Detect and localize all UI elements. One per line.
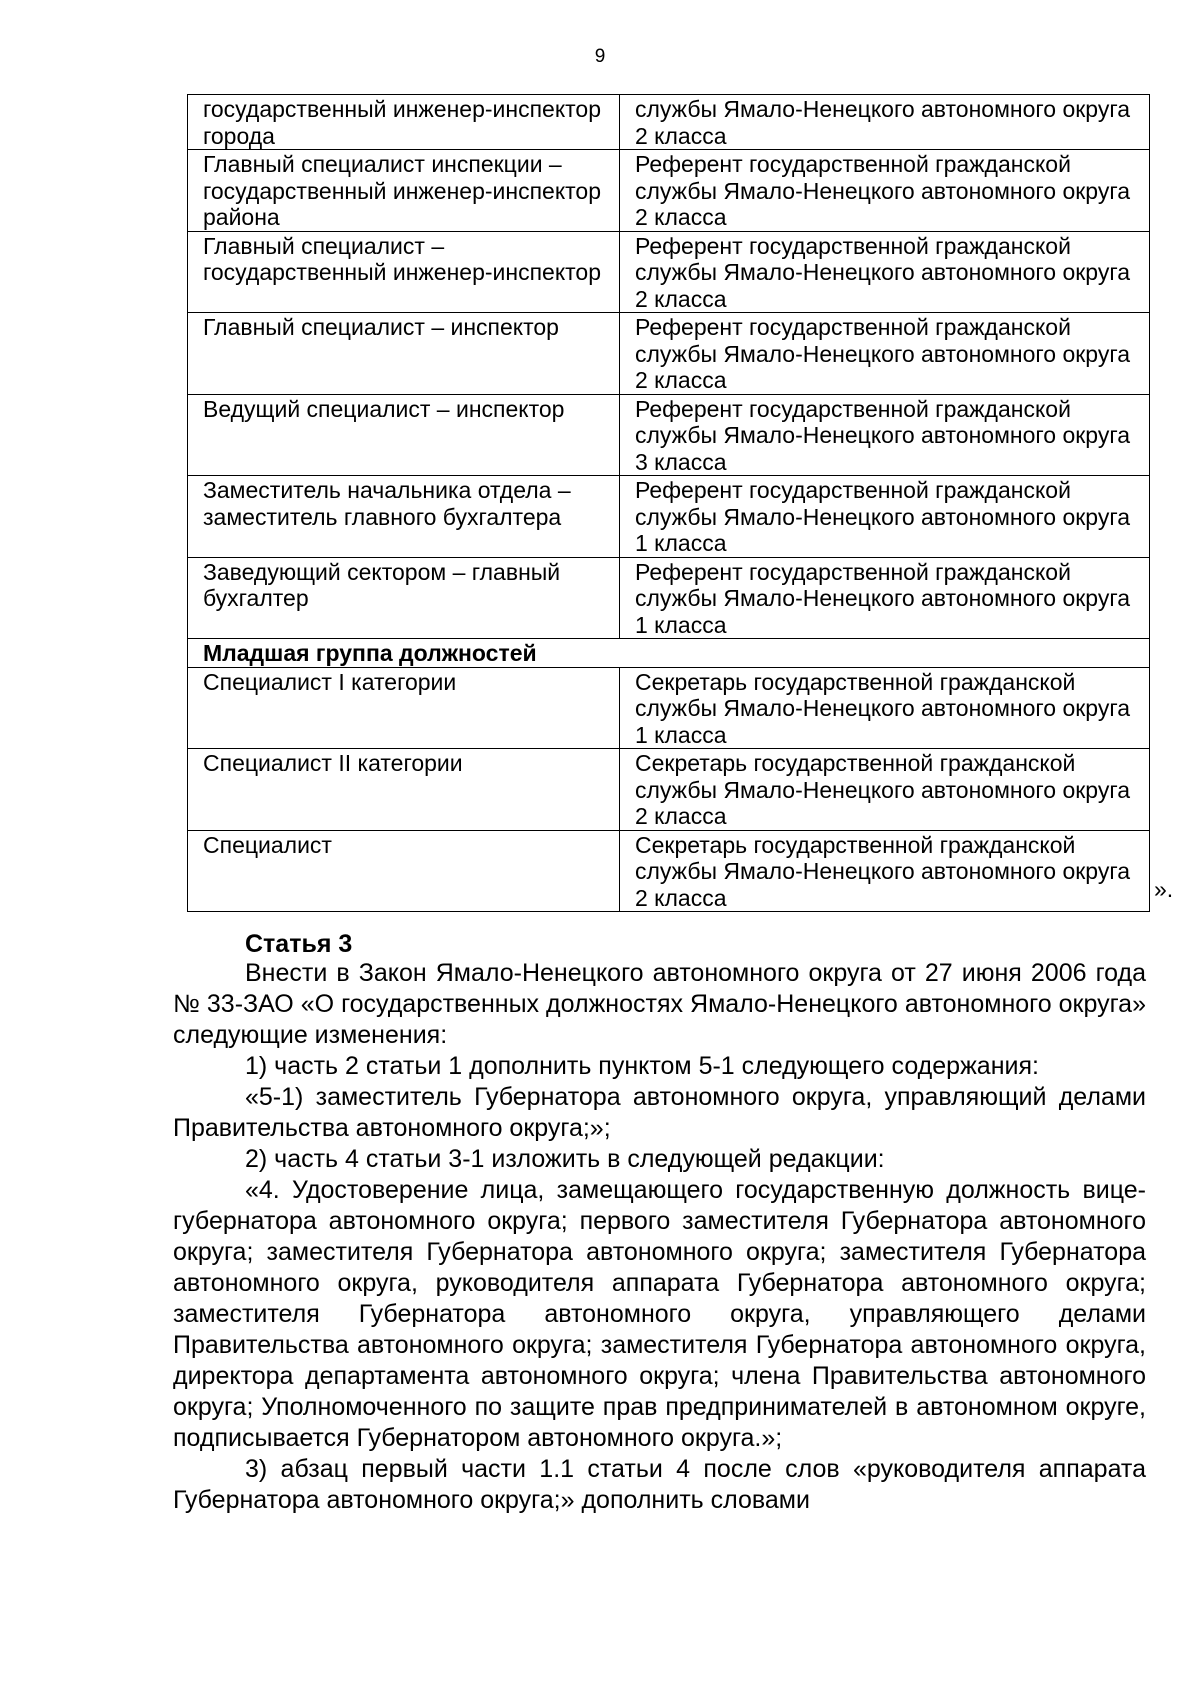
- article-paragraph: 1) часть 2 статьи 1 дополнить пунктом 5-1 следующего содержания:: [245, 1052, 1039, 1080]
- article-paragraph: Внести в Закон Ямало-Ненецкого автономного округа от 27 июня 2006 года № 33-ЗАО «О государственных должностях Ямало-Ненецкого автономного округа» следующие изменения:: [173, 959, 1146, 1049]
- article-paragraph: 2) часть 4 статьи 3-1 изложить в следующей редакции:: [245, 1145, 885, 1173]
- class-cell: Секретарь государственной гражданской службы Ямало-Ненецкого автономного округа 2 класса: [620, 830, 1150, 912]
- position-cell: Главный специалист – государственный инженер-инспектор: [188, 231, 620, 313]
- position-cell: Специалист II категории: [188, 749, 620, 831]
- article-paragraph: «4. Удостоверение лица, замещающего государственную должность вице-губернатора автономного округа; первого заместителя Губернатора автономного округа; заместителя Губернатора автономного округа; заместителя Губернатора автономного округа, руководителя аппарата Губернатора автономного округа; заместителя Губернатора автономного округа, управляющего делами Правительства автономного округа; заместителя Губернатора автономного округа, директора департамента автономного округа; члена Правительства автономного округа; Уполномоченного по защите прав предпринимателей в автономном округе, подписывается Губернатором автономного округа.»;: [173, 1176, 1146, 1452]
- class-cell: Референт государственной гражданской службы Ямало-Ненецкого автономного округа 1 класса: [620, 557, 1150, 639]
- article-title: Статья 3: [245, 930, 353, 958]
- class-cell: Референт государственной гражданской службы Ямало-Ненецкого автономного округа 1 класса: [620, 476, 1150, 558]
- table-row: [188, 394, 1150, 476]
- table-row: [188, 749, 1150, 831]
- page-number: 9: [594, 46, 606, 67]
- class-cell: Секретарь государственной гражданской службы Ямало-Ненецкого автономного округа 2 класса: [620, 749, 1150, 831]
- position-cell: государственный инженер-инспектор города: [188, 95, 620, 150]
- position-cell: Специалист I категории: [188, 667, 620, 749]
- article-paragraph: «5-1) заместитель Губернатора автономного округа, управляющий делами Правительства автономного округа;»;: [173, 1083, 1146, 1142]
- position-cell: Главный специалист инспекции – государственный инженер-инспектор района: [188, 150, 620, 232]
- class-cell: Референт государственной гражданской службы Ямало-Ненецкого автономного округа 2 класса: [620, 150, 1150, 232]
- position-cell: Главный специалист – инспектор: [188, 313, 620, 395]
- position-cell: Специалист: [188, 830, 620, 912]
- group-header: Младшая группа должностей: [188, 639, 1150, 668]
- table-row: [188, 313, 1150, 395]
- table-row: [188, 231, 1150, 313]
- positions-table: [187, 94, 1150, 912]
- table-group-row: [188, 639, 1150, 668]
- class-cell: службы Ямало-Ненецкого автономного округа 2 класса: [620, 95, 1150, 150]
- class-cell: Секретарь государственной гражданской службы Ямало-Ненецкого автономного округа 1 класса: [620, 667, 1150, 749]
- class-cell: Референт государственной гражданской службы Ямало-Ненецкого автономного округа 2 класса: [620, 231, 1150, 313]
- class-cell: Референт государственной гражданской службы Ямало-Ненецкого автономного округа 2 класса: [620, 313, 1150, 395]
- article-paragraph: 3) абзац первый части 1.1 статьи 4 после слов «руководителя аппарата Губернатора автономного округа;» дополнить словами: [173, 1455, 1146, 1514]
- article-body: [173, 958, 1146, 1516]
- position-cell: Заведующий сектором – главный бухгалтер: [188, 557, 620, 639]
- table-row: [188, 95, 1150, 150]
- position-cell: Ведущий специалист – инспектор: [188, 394, 620, 476]
- table-row: [188, 557, 1150, 639]
- table-row: [188, 476, 1150, 558]
- table-row: [188, 830, 1150, 912]
- closing-quote: ».: [1154, 876, 1174, 902]
- table-row: [188, 150, 1150, 232]
- class-cell: Референт государственной гражданской службы Ямало-Ненецкого автономного округа 3 класса: [620, 394, 1150, 476]
- position-cell: Заместитель начальника отдела – заместитель главного бухгалтера: [188, 476, 620, 558]
- table-row: [188, 667, 1150, 749]
